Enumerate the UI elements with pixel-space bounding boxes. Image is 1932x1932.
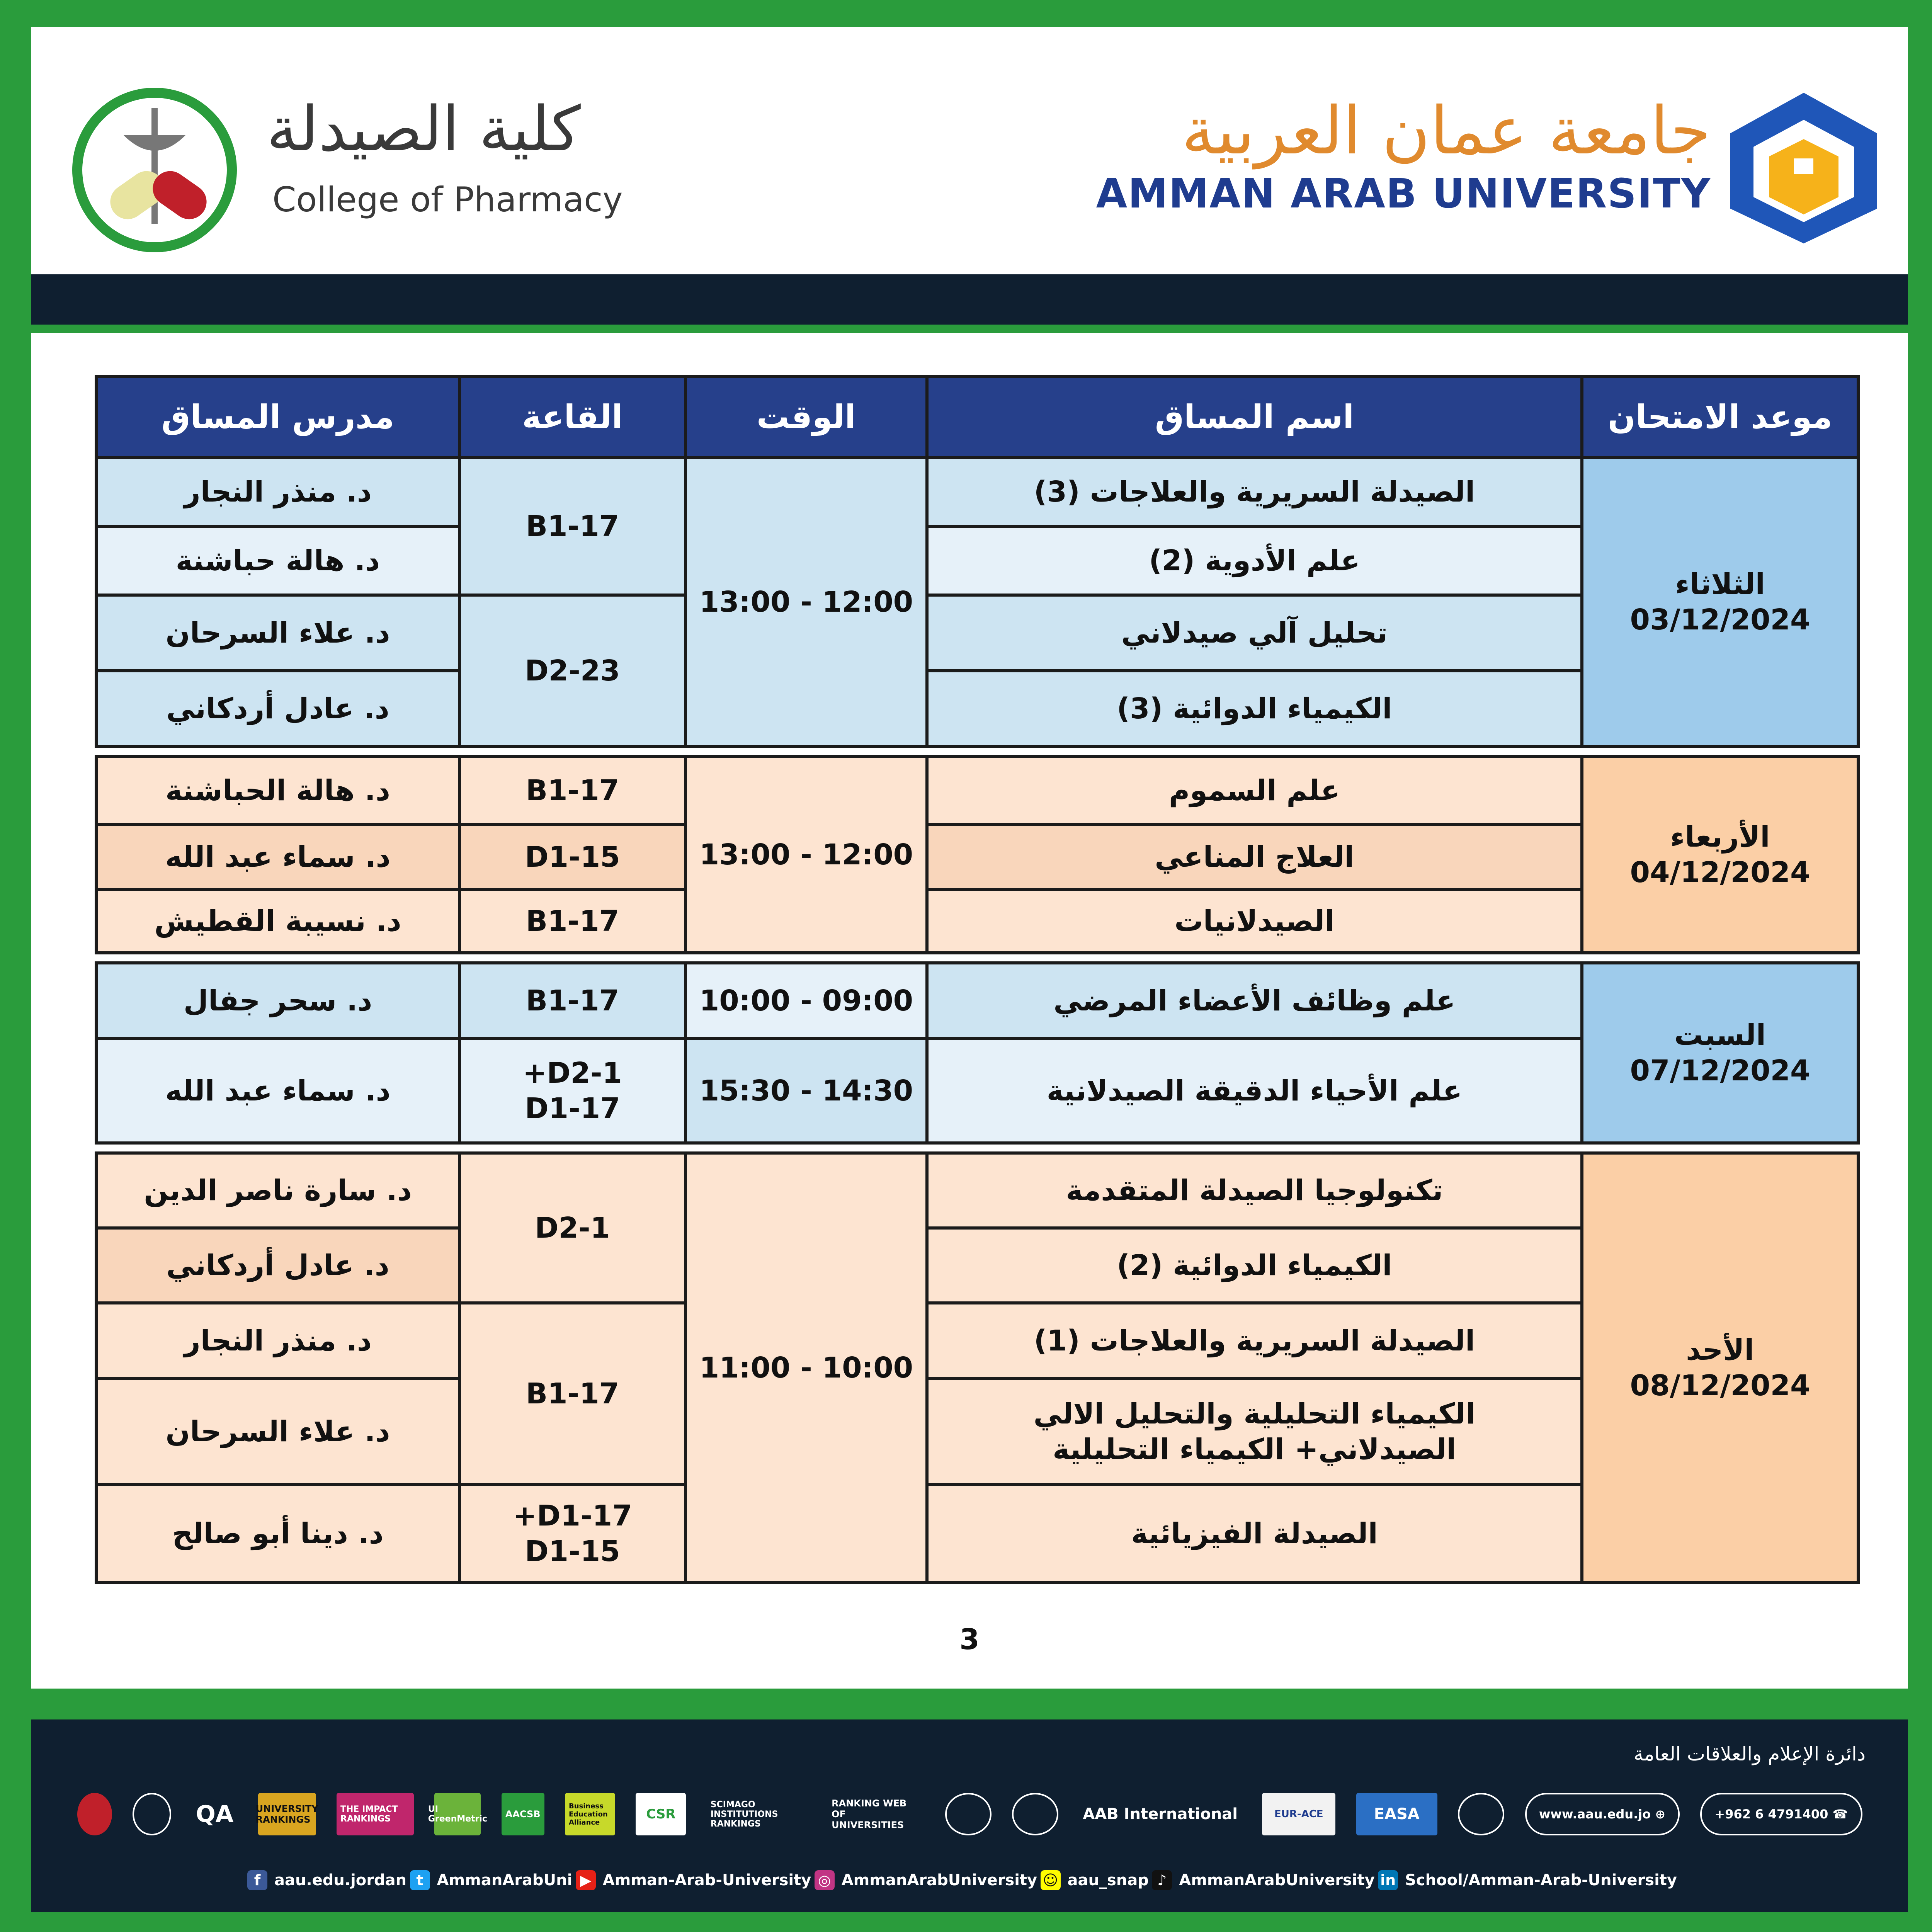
room-cell: B1-17 [459,889,685,953]
instructor-cell: د. دينا أبو صالح [96,1485,459,1583]
footer [31,1719,1908,1912]
header-band [31,274,1908,325]
course-cell: الكيمياء التحليلية والتحليل الالي الصيدلاني+ الكيمياء التحليلية [927,1379,1582,1485]
tiktok-icon: ♪ [1152,1870,1172,1890]
course-cell: الصيدلة الفيزيائية [927,1485,1582,1583]
university-rankings-logo: UNIVERSITY RANKINGS [258,1793,316,1835]
social-instagram[interactable]: ◎ AmmanArabUniversity [815,1870,1037,1890]
course-cell: الكيمياء الدوائية (2) [927,1228,1582,1303]
website-link[interactable]: www.aau.edu.jo ⊕ [1525,1793,1680,1835]
aacsb-logo: AACSB [502,1793,544,1835]
the-impact-rankings-logo: THE IMPACT RANKINGS [337,1793,414,1835]
instagram-icon: ◎ [815,1870,835,1890]
csr-logo: CSR [636,1793,686,1835]
col-header-time: الوقت [685,376,927,457]
room-cell: B1-17 [459,1303,685,1485]
course-cell: تكنولوجيا الصيدلة المتقدمة [927,1153,1582,1228]
page-number: 3 [959,1623,980,1656]
header [31,27,1908,274]
course-cell: علم السموم [927,757,1582,825]
university-logo-icon [1730,93,1877,243]
room-cell: D1-15 [459,825,685,889]
exam-date-cell: السبت 07/12/2024 [1582,963,1858,1143]
college-brand [66,85,653,255]
college-name-arabic: كلية الصيدلة [267,93,581,165]
instructor-cell: د. هالة الحباشنة [96,757,459,825]
seal-badge-icon [945,1793,992,1835]
room-cell: D2-1 [459,1153,685,1303]
col-header-instructor: مدرس المساق [96,376,459,457]
instructor-cell: د. سارة ناصر الدين [96,1153,459,1228]
phone-link[interactable]: +962 6 4791400 ☎ [1700,1793,1862,1835]
dnv-badge-icon [133,1793,171,1835]
instructor-cell: د. سحر جفال [96,963,459,1039]
exam-date-cell: الأربعاء 04/12/2024 [1582,757,1858,953]
emblem-badge-icon [1012,1793,1058,1835]
course-cell: علم الأدوية (2) [927,526,1582,595]
col-header-room: القاعة [459,376,685,457]
university-name-arabic: جامعة عمان العربية [1181,93,1711,169]
col-header-exam-date: موعد الامتحان [1582,376,1858,457]
university-brand [1081,93,1877,217]
time-cell: 14:30 - 15:30 [685,1039,927,1143]
room-cell: B1-17 [459,757,685,825]
exam-date-cell: الثلاثاء 03/12/2024 [1582,457,1858,747]
course-cell: الكيمياء الدوائية (3) [927,671,1582,747]
university-name-english: AMMAN ARAB UNIVERSITY [1096,170,1711,217]
snapchat-icon: ☺ [1041,1870,1061,1890]
table-row [96,757,1858,825]
department-name: دائرة الإعلام والعلاقات العامة [1633,1743,1866,1765]
business-alliance-logo: Business Education Alliance [565,1793,615,1835]
time-cell: 10:00 - 11:00 [685,1153,927,1583]
footer-green-line [31,1689,1908,1719]
qa-logo: QA [196,1801,234,1828]
course-cell: العلاج المناعي [927,825,1582,889]
page-frame [31,27,1908,1912]
course-cell: علم الأحياء الدقيقة الصيدلانية [927,1039,1582,1143]
instructor-cell: د. علاء السرحان [96,1379,459,1485]
linkedin-icon: in [1378,1870,1398,1890]
course-cell: تحليل آلي صيدلاني [927,595,1582,671]
ranking-web-logo: RANKING WEB OF UNIVERSITIES [832,1798,907,1830]
time-cell: 09:00 - 10:00 [685,963,927,1039]
col-header-course-name: اسم المساق [927,376,1582,457]
course-cell: الصيدلانيات [927,889,1582,953]
social-linkedin[interactable]: in School/Amman-Arab-University [1378,1870,1677,1890]
room-cell: D1-17+ D1-15 [459,1485,685,1583]
instructor-cell: د. نسيبة القطيش [96,889,459,953]
instructor-cell: د. سماء عبد الله [96,825,459,889]
social-facebook[interactable]: f aau.edu.jordan [247,1870,406,1890]
greenmetric-logo: UI GreenMetric [434,1793,481,1835]
course-cell: علم وظائف الأعضاء المرضي [927,963,1582,1039]
easa-logo: EASA [1356,1793,1437,1835]
course-cell: الصيدلة السريرية والعلاجات (1) [927,1303,1582,1379]
instructor-cell: د. سماء عبد الله [96,1039,459,1143]
social-snapchat[interactable]: ☺ aau_snap [1041,1870,1149,1890]
time-cell: 12:00 - 13:00 [685,757,927,953]
time-cell: 12:00 - 13:00 [685,457,927,747]
exam-date-cell: الأحد 08/12/2024 [1582,1153,1858,1583]
accreditation-progress-icon [1458,1793,1504,1835]
course-cell: الصيدلة السريرية والعلاجات (3) [927,457,1582,526]
instructor-cell: د. هالة حباشنة [96,526,459,595]
phone-icon: ☎ [1832,1807,1848,1821]
social-links [247,1870,1677,1890]
room-cell: B1-17 [459,457,685,595]
instructor-cell: د. منذر النجار [96,1303,459,1379]
table-header-row [96,376,1858,457]
header-green-line [31,325,1908,333]
social-youtube[interactable]: ▶ Amman-Arab-University [576,1870,811,1890]
eur-ace-logo: EUR-ACE [1262,1793,1335,1835]
globe-icon: ⊕ [1655,1807,1666,1821]
room-cell: D2-23 [459,595,685,747]
exam-schedule-table [95,375,1857,1584]
instructor-cell: د. عادل أردكاني [96,671,459,747]
room-cell: D2-1+ D1-17 [459,1039,685,1143]
jordan-badge-icon [77,1793,112,1835]
table-row [96,457,1858,526]
aab-international-logo: AAB International [1083,1805,1238,1823]
pharmacy-logo-icon [66,85,243,255]
college-name-english: College of Pharmacy [272,180,623,219]
instructor-cell: د. منذر النجار [96,457,459,526]
instructor-cell: د. علاء السرحان [96,595,459,671]
instructor-cell: د. عادل أردكاني [96,1228,459,1303]
accreditation-logos [77,1785,1862,1843]
social-twitter[interactable]: t AmmanArabUni [410,1870,573,1890]
social-tiktok[interactable]: ♪ AmmanArabUniversity [1152,1870,1374,1890]
scimago-logo: SCIMAGO INSTITUTIONS RANKINGS [710,1799,778,1829]
facebook-icon: f [247,1870,267,1890]
table-row [96,963,1858,1039]
twitter-icon: t [410,1870,430,1890]
youtube-icon: ▶ [576,1870,596,1890]
table-row [96,1153,1858,1228]
room-cell: B1-17 [459,963,685,1039]
